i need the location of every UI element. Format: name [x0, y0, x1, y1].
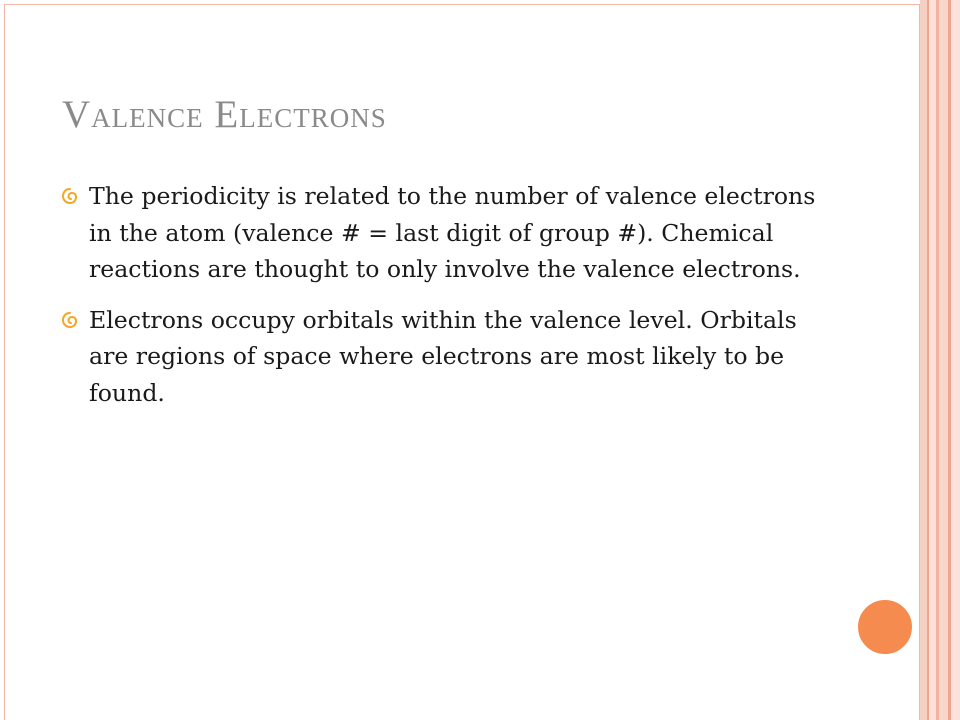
orange-circle-decoration: [856, 598, 914, 656]
decorative-stripe: [929, 0, 936, 720]
bullet-text: Electrons occupy orbitals within the valence level. Orbitals are regions of space where electrons are most likely to be found.: [89, 305, 797, 407]
swirl-bullet-icon: [60, 186, 80, 206]
decorative-stripe: [939, 0, 948, 720]
swirl-bullet-icon: [60, 310, 80, 330]
bullet-list: [60, 178, 840, 425]
slide-title: Valence Electrons: [62, 93, 387, 136]
decorative-stripe: [951, 0, 960, 720]
decorative-stripe: [920, 0, 927, 720]
bullet-item: [60, 178, 840, 288]
bullet-text: The periodicity is related to the number of valence electrons in the atom (valence # = last digit of group #). Chemical reactions are thought to only involve the valence electrons.: [89, 182, 816, 283]
bullet-item: [60, 302, 840, 412]
